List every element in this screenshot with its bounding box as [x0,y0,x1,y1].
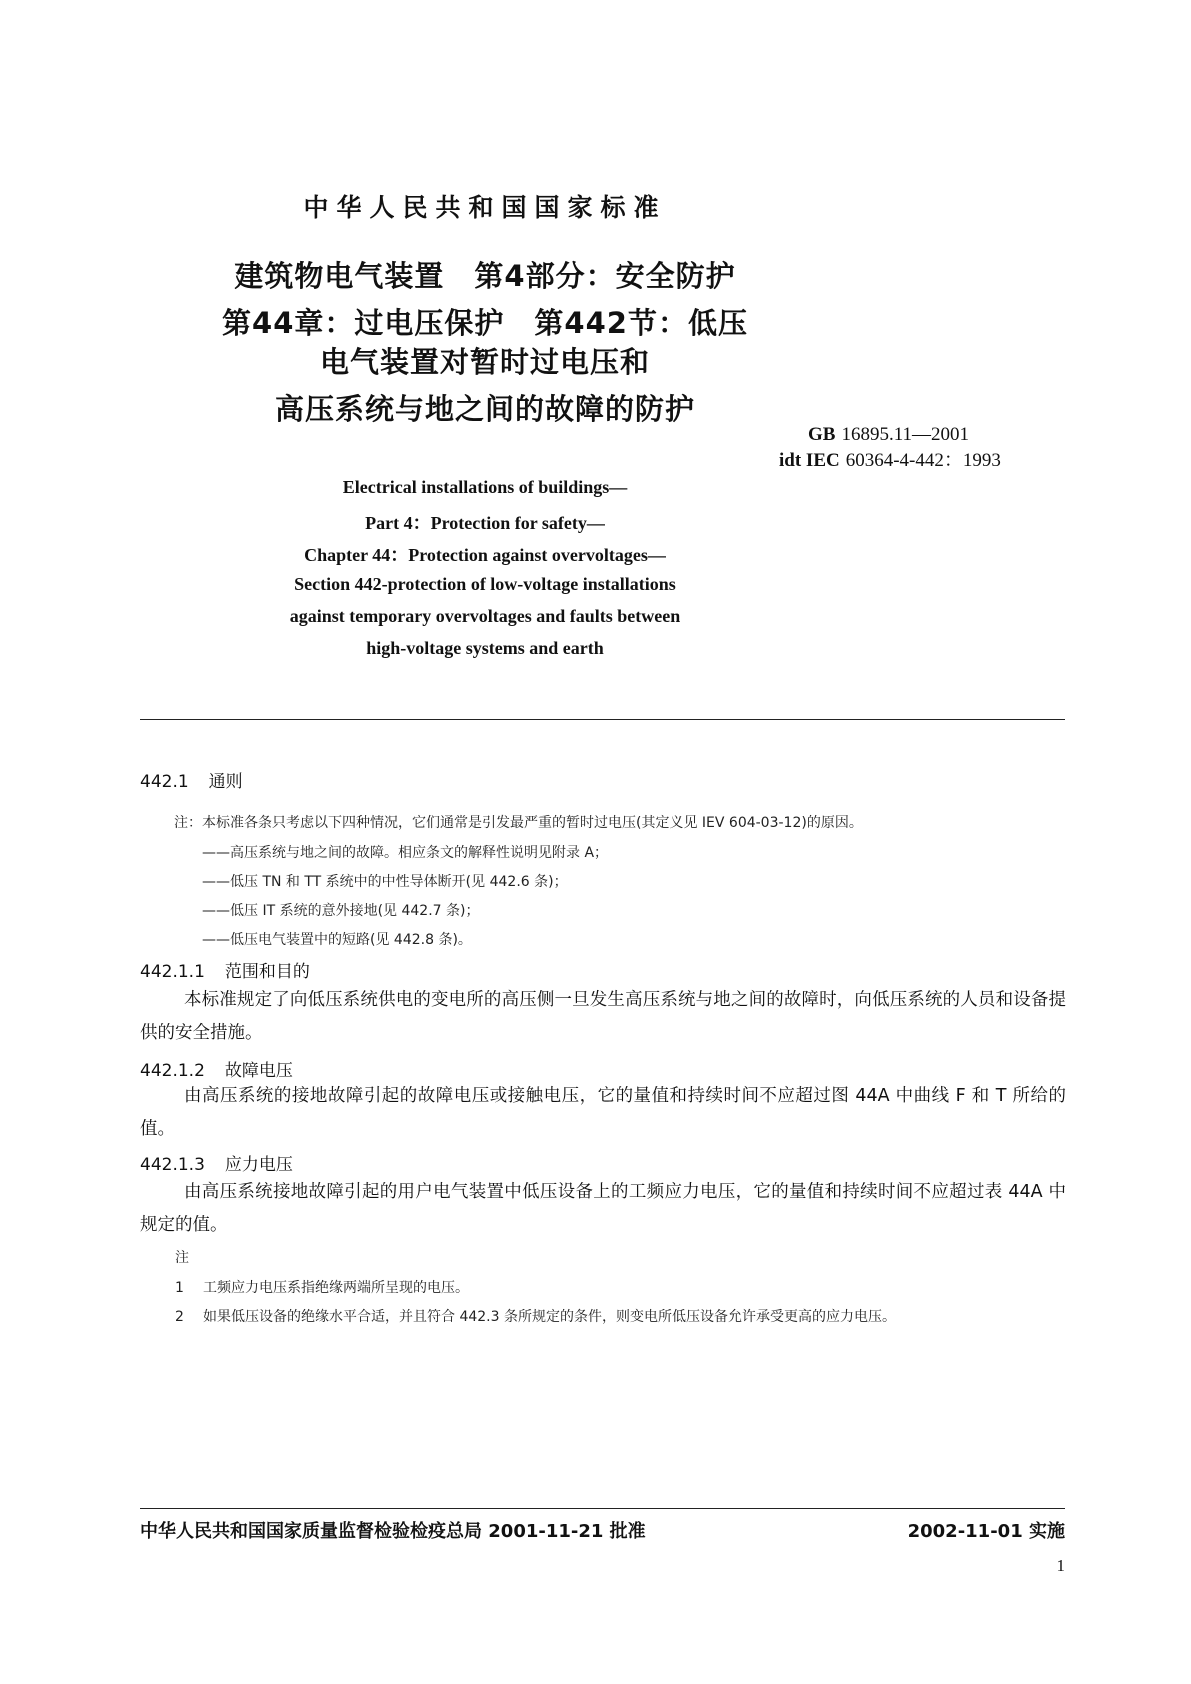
section-442-1-1-text: 本标准规定了向低压系统供电的变电所的高压侧一旦发生高压系统与地之间的故障时，向低压系统的人员和设备提供的安全措施。 [140,990,1066,1043]
section-number: 442.1.1 [140,962,205,982]
note-item: ——高压系统与地之间的故障。相应条文的解释性说明见附录 A； [202,845,609,861]
section-title: 应力电压 [224,1155,293,1175]
idt-prefix: idt IEC [779,450,840,471]
cn-title-line-1: 建筑物电气装置 第4部分：安全防护 [234,259,736,293]
section-title: 通则 [208,772,243,792]
gb-prefix: GB [808,424,836,445]
en-title-line-4: Section 442-protection of low-voltage installations [294,574,676,594]
note-item: ——低压 IT 系统的意外接地(见 442.7 条)； [202,903,480,919]
section-442-1-2-heading [140,1056,293,1081]
page-number: 1 [1056,1556,1065,1575]
section-number: 442.1 [140,772,189,792]
idt-code [779,445,1001,472]
section-title: 范围和目的 [224,962,310,982]
idt-number: 60364-4-442：1993 [845,450,1001,471]
note-number: 1 [175,1280,184,1296]
section-number: 442.1.3 [140,1155,205,1175]
en-title-line-3: Chapter 44：Protection against overvoltages— [304,545,666,565]
notes-label: 注 [175,1250,189,1266]
section-title: 故障电压 [224,1061,293,1081]
note-text: 如果低压设备的绝缘水平合适，并且符合 442.3 条所规定的条件，则变电所低压设备允许承受更高的应力电压。 [203,1309,896,1325]
numbered-note [175,1306,896,1326]
cn-title-line-4: 高压系统与地之间的故障的防护 [274,392,695,426]
gb-number: 16895.11—2001 [841,424,969,445]
cn-title-line-3: 电气装置对暂时过电压和 [319,345,650,379]
section-442-1-3-text: 由高压系统接地故障引起的用户电气装置中低压设备上的工频应力电压，它的量值和持续时间不应超过表 44A 中规定的值。 [140,1182,1066,1235]
scope-note-intro: 注：本标准各条只考虑以下四种情况，它们通常是引发最严重的暂时过电压(其定义见 IEV 604-03-12)的原因。 [174,815,863,831]
en-title-line-2: Part 4：Protection for safety— [365,513,605,533]
effective-date: 2002-11-01 实施 [907,1521,1065,1542]
footer-divider [140,1508,1065,1509]
gb-code [808,424,969,446]
section-442-1-3-heading [140,1150,293,1175]
section-442-1-heading [140,767,243,792]
note-text: 工频应力电压系指绝缘两端所呈现的电压。 [203,1280,469,1296]
en-title-line-6: high-voltage systems and earth [366,638,604,658]
section-number: 442.1.2 [140,1061,205,1081]
note-item: ——低压电气装置中的短路(见 442.8 条)。 [202,932,472,948]
en-title-line-1: Electrical installations of buildings— [342,477,628,497]
note-number: 2 [175,1309,184,1325]
en-title-line-5: against temporary overvoltages and faults between [289,606,681,626]
section-442-1-1-heading [140,957,310,982]
approval-line: 中华人民共和国国家质量监督检验检疫总局 2001-11-21 批准 [140,1521,646,1542]
standard-type-heading: 中华人民共和国国家标准 [303,193,667,222]
note-item: ——低压 TN 和 TT 系统中的中性导体断开(见 442.6 条)； [202,874,568,890]
numbered-note [175,1277,469,1297]
header-divider [140,719,1065,720]
section-442-1-2-text: 由高压系统的接地故障引起的故障电压或接触电压，它的量值和持续时间不应超过图 44A 中曲线 F 和 T 所给的值。 [140,1086,1066,1139]
cn-title-line-2: 第44章：过电压保护 第442节：低压 [222,306,748,340]
